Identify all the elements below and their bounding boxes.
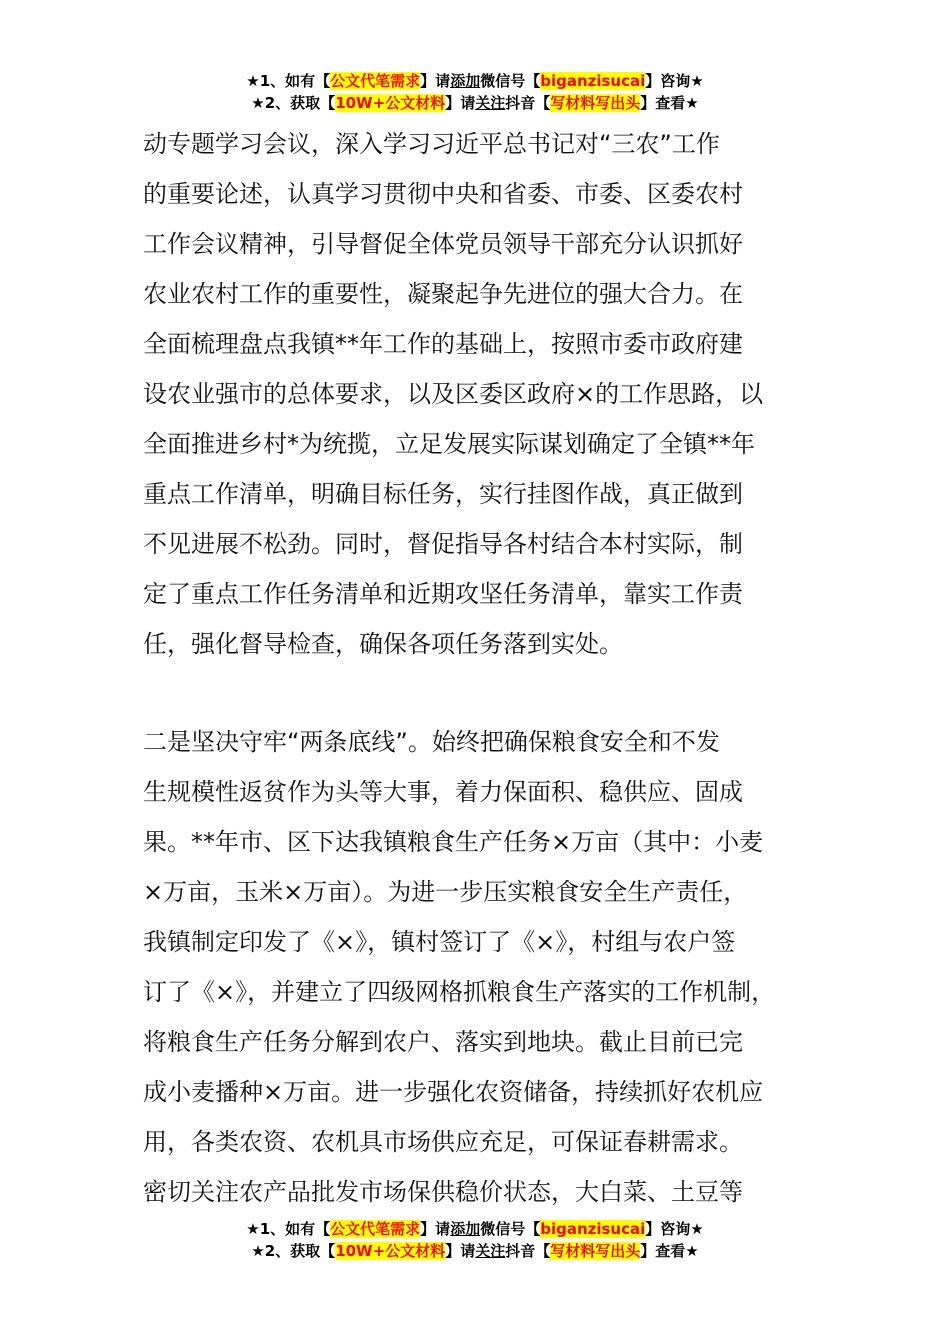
banner-highlight: biganzisucai <box>540 72 646 90</box>
text-line: 全面推进乡村*为统揽，立足发展实际谋划确定了全镇**年 <box>143 430 755 458</box>
text-line: 用，各类农资、农机具市场供应充足，可保证春耕需求。 <box>143 1128 743 1156</box>
banner-text: ★1、如有【 <box>246 1220 331 1238</box>
footer-banner-line-2 <box>0 1240 950 1262</box>
text-line: 我镇制定印发了《×》，镇村签订了《×》，村组与农户签 <box>143 928 736 956</box>
banner-text: 】请 <box>445 1242 476 1260</box>
banner-text: 】咨询★ <box>645 72 704 90</box>
banner-underlined-text: 添加 <box>450 1220 481 1238</box>
banner-underlined-text: 添加 <box>450 72 481 90</box>
banner-text: 】请 <box>445 94 476 112</box>
banner-text: ★1、如有【 <box>246 72 331 90</box>
text-line: 的重要论述，认真学习贯彻中央和省委、市委、区委农村 <box>143 180 743 208</box>
footer-banner <box>0 1218 950 1262</box>
text-line: 果。**年市、区下达我镇粮食生产任务×万亩（其中：小麦 <box>143 828 764 856</box>
banner-text: 】请 <box>420 72 451 90</box>
text-line: 订了《×》，并建立了四级网格抓粮食生产落实的工作机制， <box>143 978 776 1006</box>
text-line: 全面梳理盘点我镇**年工作的基础上，按照市委市政府建 <box>143 330 743 358</box>
text-line: 生规模性返贫作为头等大事，着力保面积、稳供应、固成 <box>143 778 743 806</box>
banner-text: 】查看★ <box>640 1242 699 1260</box>
text-line: ×万亩，玉米×万亩）。为进一步压实粮食安全生产责任， <box>143 878 748 906</box>
banner-text: ★2、获取【 <box>251 94 336 112</box>
banner-text: 微信号【 <box>480 1220 541 1238</box>
banner-highlight: 公文代笔需求 <box>330 1220 421 1238</box>
banner-highlight: 公文代笔需求 <box>330 72 421 90</box>
banner-text: ★2、获取【 <box>251 1242 336 1260</box>
header-banner <box>0 70 950 114</box>
text-line: 设农业强市的总体要求，以及区委区政府×的工作思路，以 <box>143 380 764 408</box>
body-paragraph-1 <box>143 119 843 669</box>
banner-text: 】查看★ <box>640 94 699 112</box>
text-line: 不见进展不松劲。同时，督促指导各村结合本村实际，制 <box>143 530 743 558</box>
text-line: 将粮食生产任务分解到农户、落实到地块。截止目前已完 <box>143 1028 743 1056</box>
banner-highlight: 写材料写出头 <box>550 1242 641 1260</box>
banner-text: 】咨询★ <box>645 1220 704 1238</box>
text-line: 二是坚决守牢“两条底线”。始终把确保粮食安全和不发 <box>143 728 720 756</box>
banner-highlight: 写材料写出头 <box>550 94 641 112</box>
text-line: 定了重点工作任务清单和近期攻坚任务清单，靠实工作责 <box>143 580 743 608</box>
text-line: 任，强化督导检查，确保各项任务落到实处。 <box>143 630 623 658</box>
text-line: 成小麦播种×万亩。进一步强化农资储备，持续抓好农机应 <box>143 1078 764 1106</box>
body-paragraph-2 <box>143 717 843 1217</box>
text-line: 动专题学习会议，深入学习习近平总书记对“三农”工作 <box>143 130 720 158</box>
text-line: 重点工作清单，明确目标任务，实行挂图作战，真正做到 <box>143 480 743 508</box>
banner-text: 抖音【 <box>505 94 551 112</box>
banner-underlined-text: 关注 <box>475 94 506 112</box>
banner-underlined-text: 关注 <box>475 1242 506 1260</box>
banner-highlight: 10W+公文材料 <box>335 1242 446 1260</box>
footer-banner-line-1 <box>0 1218 950 1240</box>
banner-text: 】请 <box>420 1220 451 1238</box>
banner-highlight: 10W+公文材料 <box>335 94 446 112</box>
text-line: 农业农村工作的重要性，凝聚起争先进位的强大合力。在 <box>143 280 743 308</box>
header-banner-line-1 <box>0 70 950 92</box>
banner-highlight: biganzisucai <box>540 1220 646 1238</box>
text-line: 工作会议精神，引导督促全体党员领导干部充分认识抓好 <box>143 230 743 258</box>
header-banner-line-2 <box>0 92 950 114</box>
banner-text: 抖音【 <box>505 1242 551 1260</box>
text-line: 密切关注农产品批发市场保供稳价状态，大白菜、土豆等 <box>143 1178 743 1206</box>
banner-text: 微信号【 <box>480 72 541 90</box>
